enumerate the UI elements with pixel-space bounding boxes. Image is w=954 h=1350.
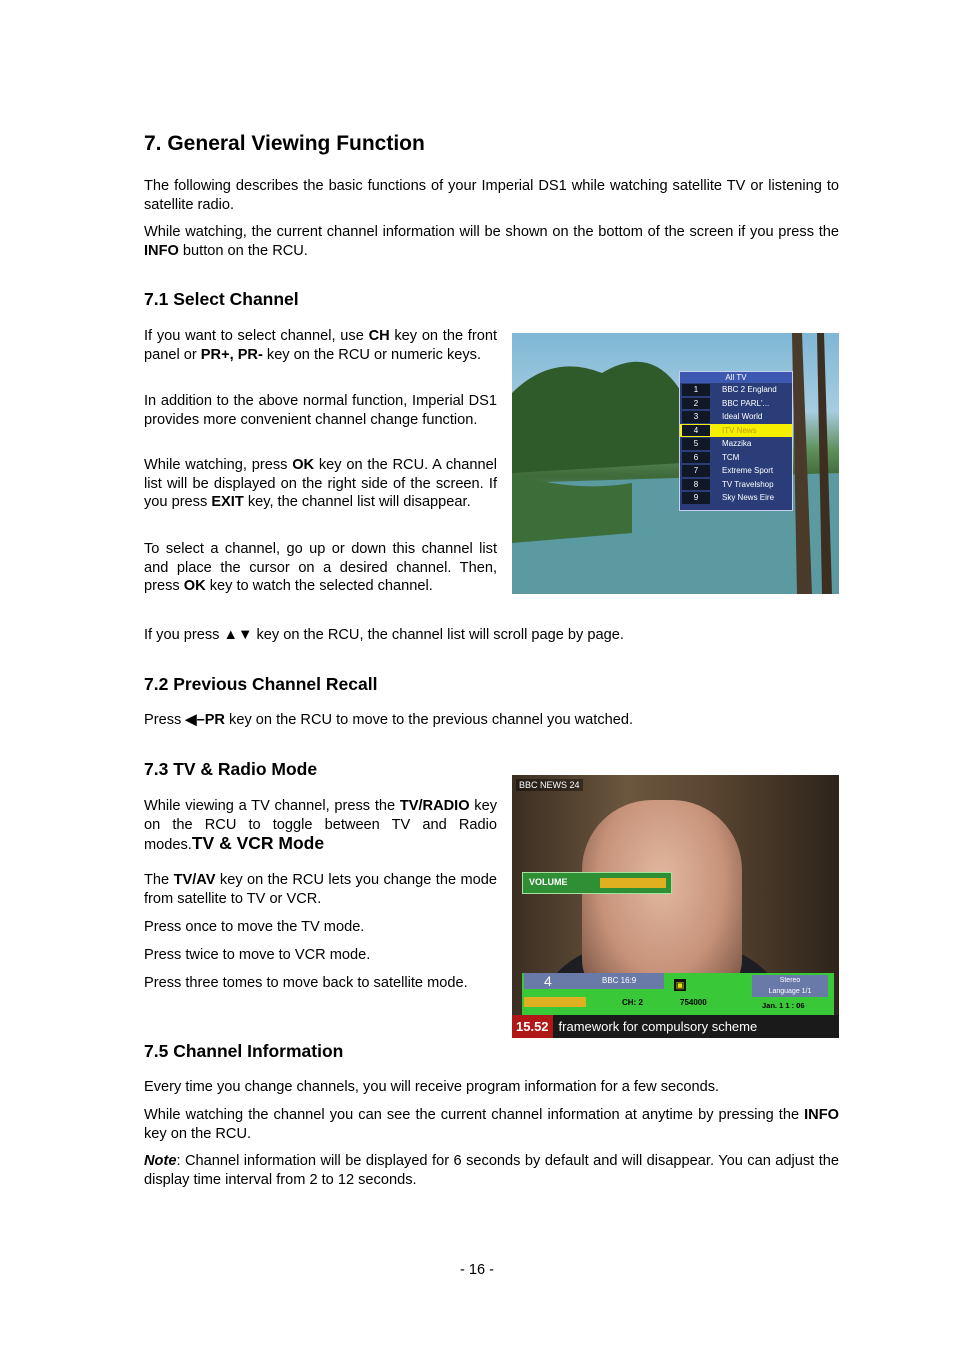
subsection-heading-7-4: TV & VCR Mode (191, 833, 325, 853)
presenter-face (582, 800, 742, 1000)
channel-list-item[interactable]: 1 BBC 2 England (680, 383, 792, 397)
channel-list-item-selected[interactable]: 4 ITV News (680, 424, 792, 438)
paragraph: Every time you change channels, you will receive program information for a few seconds. (144, 1079, 720, 1095)
paragraph: Press ◀–PR key on the RCU to move to the previous channel you watched. (144, 712, 634, 728)
date-time: Jan. 1 1 : 06 (762, 1001, 805, 1010)
ticker-time: 15.52 (512, 1015, 553, 1038)
channel-number: 4 (524, 973, 594, 989)
bbc-news-logo: BBC NEWS 24 (516, 779, 583, 791)
signal-bar (524, 997, 586, 1007)
channel-list-item[interactable]: 3 Ideal World (680, 410, 792, 424)
channel-info-bar (522, 973, 834, 1015)
subsection-heading-7-5: 7.5 Channel Information (144, 1041, 344, 1061)
note-paragraph: Note: Channel information will be displayed for 6 seconds by default and will disappear. You can adjust the display time interval from 2 to 12 seconds. (144, 1153, 839, 1188)
back-arrow-icon: ◀– (185, 712, 205, 728)
paragraph: Press three tomes to move back to satellite mode. (144, 975, 468, 991)
audio-info: Stereo Language 1/1 (752, 975, 828, 997)
paragraph: Press once to move the TV mode. (144, 919, 365, 935)
channel-list-screenshot (512, 333, 839, 594)
ch-value: CH: 2 (622, 998, 643, 1007)
channel-list-item[interactable]: 7 Extreme Sport (680, 464, 792, 478)
paragraph: If you press ▲▼ key on the RCU, the channel list will scroll page by page. (144, 627, 624, 643)
paragraph: To select a channel, go up or down this channel list and place the cursor on a desired channel. Then, press OK key to watch the selected channel. (144, 541, 497, 594)
news-ticker (512, 1015, 839, 1038)
paragraph: While watching the channel you can see the current channel information at anytime by pressing the INFO key on the RCU. (144, 1107, 839, 1142)
channel-list-item[interactable]: 9 Sky News Eire (680, 491, 792, 505)
volume-level-bar (600, 878, 666, 888)
paragraph: If you want to select channel, use CH key on the front panel or PR+, PR- key on the RCU or numeric keys. (144, 328, 497, 363)
channel-list-item[interactable]: 6 TCM (680, 451, 792, 465)
section-heading: 7. General Viewing Function (144, 132, 425, 155)
paragraph: Press twice to move to VCR mode. (144, 947, 371, 963)
volume-indicator: VOLUME (522, 872, 672, 894)
channel-name: BBC 16:9 (594, 973, 664, 989)
intro-paragraph: The following describes the basic functions of your Imperial DS1 while watching satellite TV or listening to satellite radio. (144, 178, 839, 213)
frequency-value: 754000 (680, 998, 707, 1007)
ticker-text: framework for compulsory scheme (558, 1019, 758, 1034)
subsection-heading-7-2: 7.2 Previous Channel Recall (144, 674, 378, 694)
channel-list-header: All TV (680, 372, 792, 383)
paragraph: While watching, press OK key on the RCU. A channel list will be displayed on the right side of the screen. If you press EXIT key, the channel list will disappear. (144, 457, 497, 510)
channel-list-item[interactable]: 8 TV Travelshop (680, 478, 792, 492)
paragraph: In addition to the above normal function, Imperial DS1 provides more convenient channel change function. (144, 393, 497, 428)
channel-list-panel (679, 371, 793, 511)
paragraph: While viewing a TV channel, press the TV/RADIO key on the RCU to toggle between TV and Radio modes.TV & VCR Mode (144, 798, 498, 853)
page-up-down-icon: ▲▼ (223, 627, 253, 643)
intro-paragraph-info: While watching, the current channel information will be shown on the bottom of the screen if you press the INFO button on the RCU. (144, 224, 839, 259)
channel-list-item[interactable]: 5 Mazzika (680, 437, 792, 451)
channel-list-item[interactable]: 2 BBC PARL'... (680, 397, 792, 411)
subsection-heading-7-1: 7.1 Select Channel (144, 289, 299, 309)
tv-icon: ▣ (675, 980, 685, 990)
subsection-heading-7-3: 7.3 TV & Radio Mode (144, 759, 318, 779)
paragraph: The TV/AV key on the RCU lets you change the mode from satellite to TV or VCR. (144, 872, 497, 907)
page-number: - 16 - (459, 1262, 495, 1278)
tv-info-screenshot (512, 775, 839, 1038)
